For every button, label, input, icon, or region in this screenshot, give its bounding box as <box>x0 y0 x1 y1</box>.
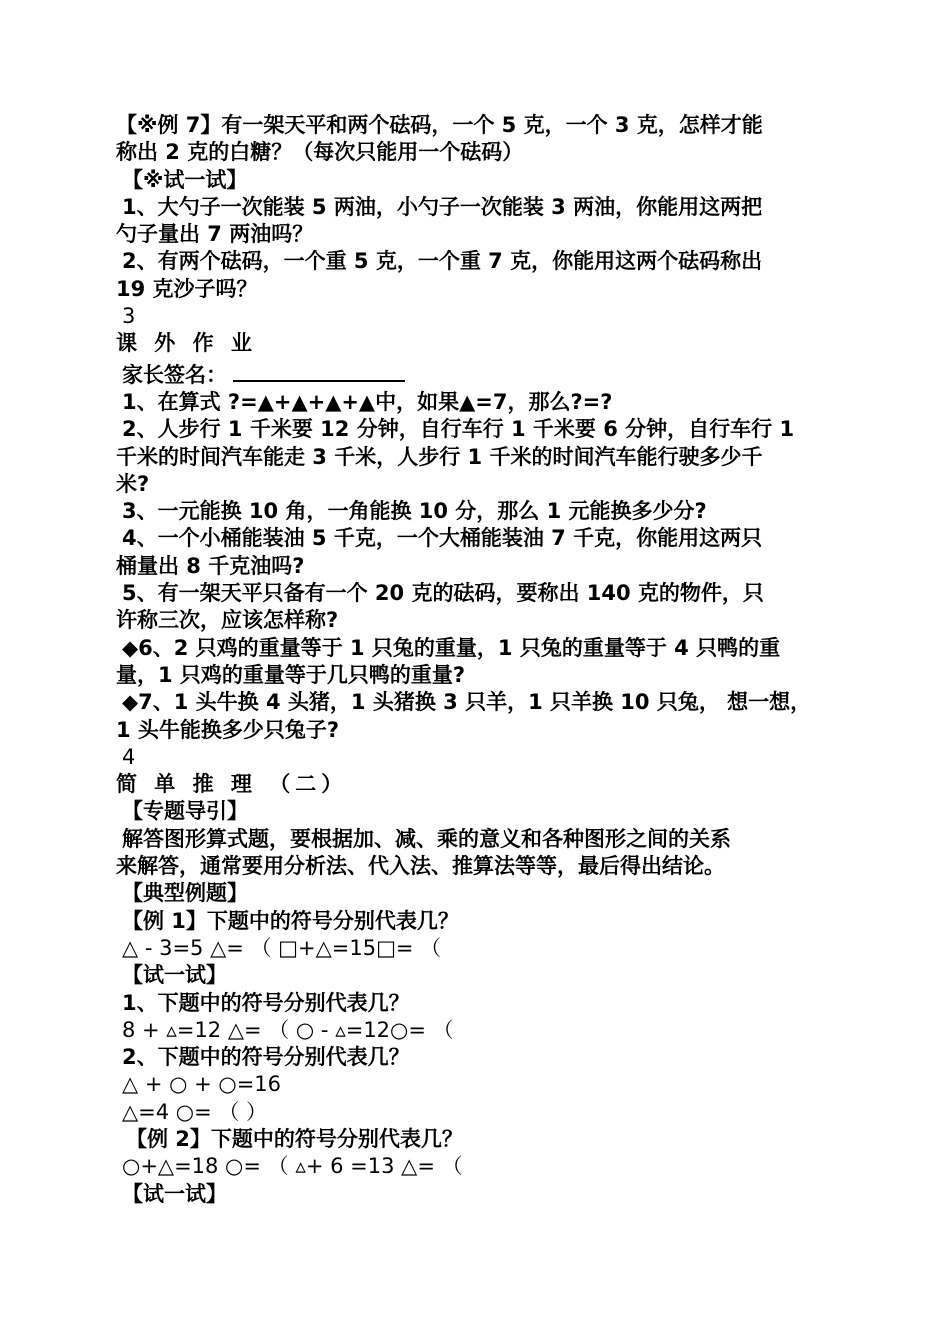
homework-6-line-1: ◆6、2 只鸡的重量等于 1 只兔的重量，1 只兔的重量等于 4 只鸭的重 <box>122 635 781 660</box>
parent-signature-blank <box>233 358 405 382</box>
try-item-2-line-1: 2、有两个砝码，一个重 5 克，一个重 7 克，你能用这两个砝码称出 <box>122 249 763 274</box>
try-1-heading: 1、下题中的符号分别代表几？ <box>122 990 410 1015</box>
parent-signature-row <box>116 358 836 389</box>
homework-1: 1、在算式 ?=▲+▲+▲+▲中，如果▲=7，那么?=? <box>122 389 613 414</box>
homework-2-line-1: 2、人步行 1 千米要 12 分钟，自行车行 1 千米要 6 分钟，自行车行 1 <box>122 417 795 442</box>
example-1-heading: 【例 1】下题中的符号分别代表几？ <box>122 908 459 933</box>
homework-7-line-2: 1 头牛能换多少只兔子? <box>116 717 340 742</box>
example-7-line-1: 【※例 7】有一架天平和两个砝码，一个 5 克，一个 3 克，怎样才能 <box>116 113 763 137</box>
homework-2-line-2: 千米的时间汽车能走 3 千米，人步行 1 千米的时间汽车能行驶多少千 <box>116 444 763 469</box>
page-number: 4 <box>122 744 136 769</box>
homework-6-line-2: 量，1 只鸡的重量等于几只鸭的重量? <box>116 662 466 687</box>
example-2-heading: 【例 2】下题中的符号分别代表几？ <box>126 1126 463 1151</box>
try-2-heading: 2、下题中的符号分别代表几？ <box>122 1045 410 1070</box>
document-body <box>116 112 836 1208</box>
example-7-line-2: 称出 2 克的白糖？（每次只能用一个砝码） <box>116 140 524 165</box>
try-it-heading: 【试一试】 <box>122 1181 227 1206</box>
homework-2-line-3: 米? <box>116 471 150 496</box>
try-item-1-line-2: 勺子量出 7 两油吗？ <box>116 222 314 247</box>
try-item-1-line-1: 1、大勺子一次能装 5 两油，小勺子一次能装 3 两油，你能用这两把 <box>122 194 763 219</box>
typical-examples-heading: 【典型例题】 <box>122 881 248 906</box>
topic-guide-text-line-1: 解答图形算式题，要根据加、减、乘的意义和各种图形之间的关系 <box>122 826 731 851</box>
homework-7-line-1: ◆7、1 头牛换 4 头猪，1 头猪换 3 只羊，1 只羊换 10 只兔， 想一想， <box>122 690 812 715</box>
try-it-heading: 【试一试】 <box>122 963 227 988</box>
homework-4-line-1: 4、一个小桶能装油 5 千克，一个大桶能装油 7 千克，你能用这两只 <box>122 526 763 551</box>
parent-signature-label: 家长签名： <box>122 362 227 387</box>
try-1-equations: 8 + ▵=12 △= （ ○ - ▵=12○= （ <box>122 1017 454 1042</box>
section-title-homework: 课 外 作 业 <box>116 331 257 356</box>
topic-guide-heading: 【专题导引】 <box>122 799 248 824</box>
homework-4-line-2: 桶量出 8 千克油吗? <box>116 553 305 578</box>
try-2-equation-1: △ + ○ + ○=16 <box>122 1072 282 1097</box>
example-2-equations: ○+△=18 ○= （ ▵+ 6 =13 △= （ <box>122 1154 463 1179</box>
topic-guide-text-line-2: 来解答，通常要用分析法、代入法、推算法等等，最后得出结论。 <box>116 854 725 879</box>
homework-3: 3、一元能换 10 角，一角能换 10 分，那么 1 元能换多少分? <box>122 499 707 524</box>
try-it-heading: 【※试一试】 <box>122 167 248 192</box>
try-2-equation-2: △=4 ○= （ ） <box>122 1099 268 1124</box>
homework-5-line-2: 许称三次，应该怎样称? <box>116 608 339 633</box>
section-title-reasoning: 简 单 推 理 （二） <box>116 772 348 797</box>
homework-5-line-1: 5、有一架天平只备有一个 20 克的砝码，要称出 140 克的物件，只 <box>122 581 764 606</box>
example-1-equations: △ - 3=5 △= （ □+△=15□= （ <box>122 935 442 960</box>
try-item-2-line-2: 19 克沙子吗？ <box>116 276 258 301</box>
page-number: 3 <box>122 304 136 329</box>
